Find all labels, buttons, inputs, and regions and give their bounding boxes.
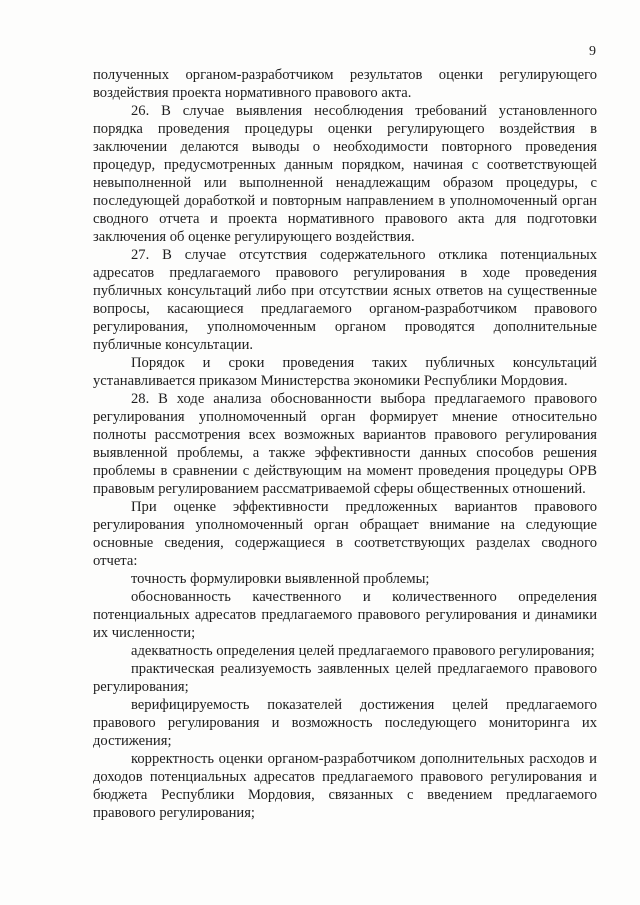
document-body [93,66,597,822]
paragraph: верифицируемость показателей достижения целей предлагаемого правового регулирования и возможность последующего мониторинга их достижения; [93,697,597,749]
paragraph: 27. В случае отсутствия содержательного отклика потенциальных адресатов предлагаемого правового регулирования в ходе проведения публичных консультаций либо при отсутствии ясных ответов на существенные вопросы, касающиеся предлагаемого органом-разработчиком правового регулирования, уполномоченным органом проводятся дополнительные публичные консультации. [93,247,597,353]
paragraph: точность формулировки выявленной проблемы; [131,571,430,587]
paragraph: адекватность определения целей предлагаемого правового регулирования; [131,643,595,659]
paragraph: Порядок и сроки проведения таких публичных консультаций устанавливается приказом Министерства экономики Республики Мордовия. [93,355,597,389]
paragraph: 26. В случае выявления несоблюдения требований установленного порядка проведения процедуры оценки регулирующего воздействия в заключении делаются выводы о необходимости повторного проведения процедур, предусмотренных данным порядком, начиная с соответствующей невыполненной или выполненной ненадлежащим образом процедуры, с последующей доработкой и повторным направлением в уполномоченный орган сводного отчета и проекта нормативного правового акта для подготовки заключения об оценке регулирующего воздействия. [93,103,597,245]
paragraph: полученных органом-разработчиком результатов оценки регулирующего воздействия проекта нормативного правового акта. [93,67,597,101]
paragraph: При оценке эффективности предложенных вариантов правового регулирования уполномоченный орган обращает внимание на следующие основные сведения, содержащиеся в соответствующих разделах сводного отчета: [93,499,597,569]
paragraph: 28. В ходе анализа обоснованности выбора предлагаемого правового регулирования уполномоченный орган формирует мнение относительно полноты рассмотрения всех возможных вариантов правового регулирования выявленной проблемы, а также эффективности данных способов решения проблемы в сравнении с действующим на момент проведения процедуры ОРВ правовым регулированием рассматриваемой сферы общественных отношений. [93,391,597,497]
paragraph: корректность оценки органом-разработчиком дополнительных расходов и доходов потенциальных адресатов предлагаемого правового регулирования и бюджета Республики Мордовия, связанных с введением предлагаемого правового регулирования; [93,751,597,821]
page-number: 9 [589,44,596,59]
paragraph: обоснованность качественного и количественного определения потенциальных адресатов предлагаемого правового регулирования и динамики их численности; [93,589,597,641]
paragraph: практическая реализуемость заявленных целей предлагаемого правового регулирования; [93,661,597,695]
